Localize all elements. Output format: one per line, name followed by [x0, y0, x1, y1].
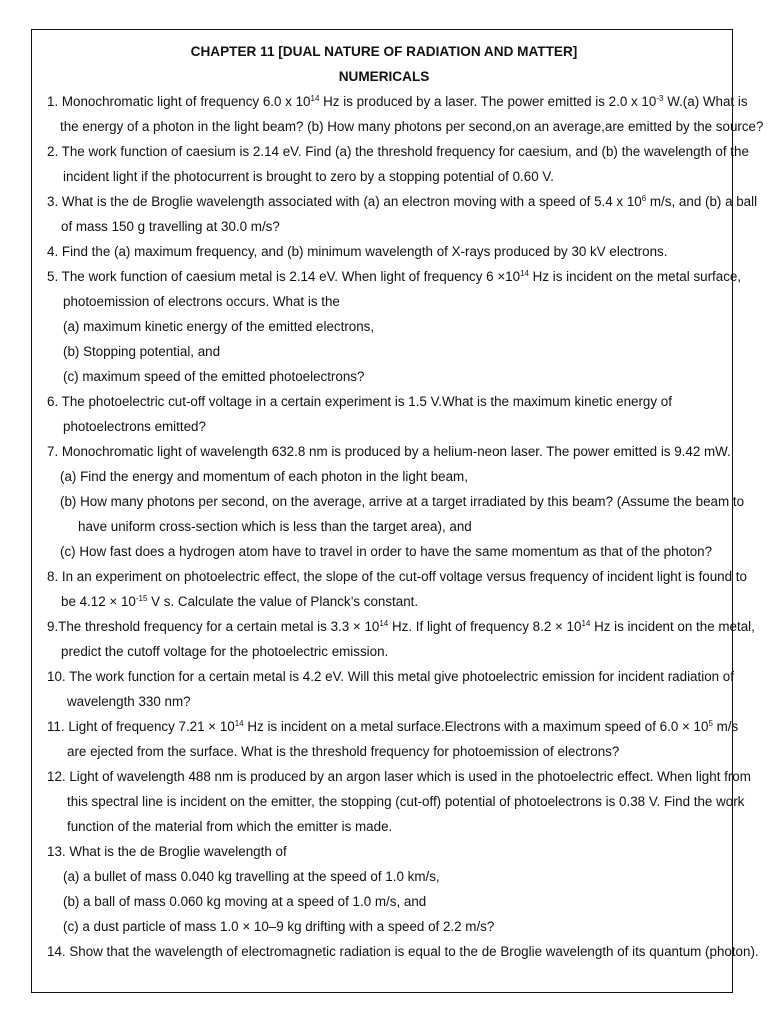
- text-line: photoemission of electrons occurs. What is the: [63, 294, 340, 309]
- text-line: function of the material from which the emitter is made.: [67, 819, 393, 834]
- text-line: 4. Find the (a) maximum frequency, and (b) minimum wavelength of X-rays produced by 30 kV electrons.: [47, 244, 668, 259]
- superscript: 14: [379, 619, 389, 628]
- text-line: 13. What is the de Broglie wavelength of: [47, 844, 287, 859]
- superscript: 14: [581, 619, 591, 628]
- section-subtitle: NUMERICALS: [338, 69, 430, 84]
- superscript: -3: [656, 94, 664, 103]
- text-line: 5. The work function of caesium metal is 2.14 eV. When light of frequency $6 \times 10^{14}$ Hz is incident on the metal surface,: [47, 269, 742, 284]
- text-line: (c) maximum speed of the emitted photoelectrons?: [63, 369, 365, 384]
- text-line: 10. The work function for a certain metal is 4.2 eV. Will this metal give photoelectric emission for incident radiation of: [47, 669, 734, 684]
- text-line: 1. Monochromatic light of frequency 6.0 x $10^{14}$ Hz is produced by a laser. The power emitted is 2.0 x $10^{-3}$ W.(a) What is: [47, 94, 748, 109]
- text-line: of mass 150 g travelling at 30.0 m/s?: [61, 219, 280, 234]
- text-line: (a) Find the energy and momentum of each photon in the light beam,: [60, 469, 468, 484]
- text-line: 12. Light of wavelength 488 nm is produced by an argon laser which is used in the photoelectric effect. When light from: [47, 769, 751, 784]
- text-line: wavelength 330 nm?: [67, 694, 191, 709]
- superscript: 6: [641, 194, 647, 203]
- text-line: 2. The work function of caesium is 2.14 eV. Find (a) the threshold frequency for caesium, and (b) the wavelength of the: [47, 144, 749, 159]
- text-line: the energy of a photon in the light beam? (b) How many photons per second,on an average,are emitted by the source?: [60, 119, 764, 134]
- text-line: photoelectrons emitted?: [63, 419, 206, 434]
- superscript: 14: [234, 719, 244, 728]
- text-line: (c) a dust particle of mass 1.0 × 10–9 kg drifting with a speed of 2.2 m/s?: [63, 919, 495, 934]
- text-line: (b) How many photons per second, on the average, arrive at a target irradiated by this beam? (Assume the beam to: [60, 494, 745, 509]
- superscript: 14: [520, 269, 529, 278]
- text-line: be $4.12 \times 10^{-15}$ V s. Calculate the value of Planck’s constant.: [61, 594, 419, 609]
- text-line: 11. Light of frequency $7.21 \times 10^{14}$ Hz is incident on a metal surface.Electrons with a maximum speed of $6.0 \times 10^5$ m/s: [47, 719, 739, 734]
- superscript: 5: [708, 719, 713, 728]
- text-line: have uniform cross-section which is less than the target area), and: [78, 519, 472, 534]
- text-line: this spectral line is incident on the emitter, the stopping (cut-off) potential of photoelectrons is 0.38 V. Find the work: [67, 794, 745, 809]
- text-line: (b) Stopping potential, and: [63, 344, 221, 359]
- text-line: 8. In an experiment on photoelectric effect, the slope of the cut-off voltage versus frequency of incident light is found to: [47, 569, 747, 584]
- text-line: (a) a bullet of mass 0.040 kg travelling at the speed of 1.0 km/s,: [63, 869, 440, 884]
- text-line: incident light if the photocurrent is brought to zero by a stopping potential of 0.60 V.: [63, 169, 554, 184]
- text-line: predict the cutoff voltage for the photoelectric emission.: [61, 644, 389, 659]
- text-line: 9.The threshold frequency for a certain metal is $3.3 \times 10^{14}$ Hz. If light of frequency $8.2 \times 10^{14}$ Hz is incident on the metal,: [47, 619, 755, 634]
- text-line: are ejected from the surface. What is the threshold frequency for photoemission of electrons?: [67, 744, 620, 759]
- superscript: 14: [310, 94, 320, 103]
- text-line: 14. Show that the wavelength of electromagnetic radiation is equal to the de Broglie wavelength of its quantum (photon).: [47, 944, 759, 959]
- text-line: 7. Monochromatic light of wavelength 632.8 nm is produced by a helium-neon laser. The power emitted is 9.42 mW.: [47, 444, 731, 459]
- superscript: -15: [135, 594, 148, 603]
- text-line: 3. What is the de Broglie wavelength associated with (a) an electron moving with a speed of 5.4 x $10^6$ m/s, and (b) a ball: [47, 194, 758, 209]
- text-line: (c) How fast does a hydrogen atom have to travel in order to have the same momentum as that of the photon?: [60, 544, 713, 559]
- text-line: (a) maximum kinetic energy of the emitted electrons,: [63, 319, 375, 334]
- text-line: 6. The photoelectric cut-off voltage in a certain experiment is 1.5 V.What is the maximum kinetic energy of: [47, 394, 672, 409]
- chapter-title: CHAPTER 11 [DUAL NATURE OF RADIATION AND MATTER]: [190, 44, 578, 59]
- text-line: (b) a ball of mass 0.060 kg moving at a speed of 1.0 m/s, and: [63, 894, 427, 909]
